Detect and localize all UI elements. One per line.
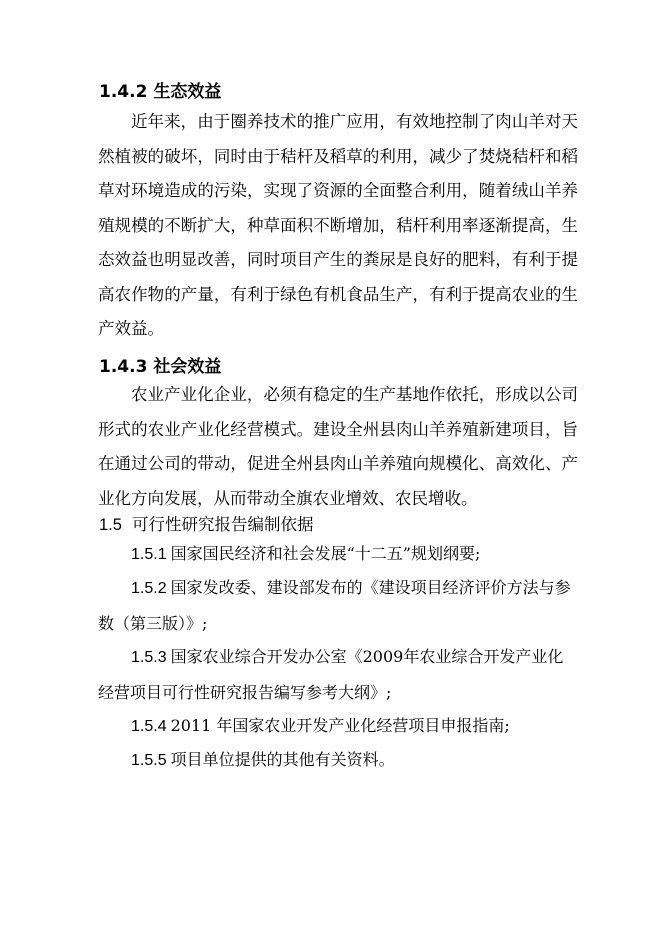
basis-item-number: 1.5.4 — [131, 718, 167, 735]
section-heading-basis — [99, 515, 313, 535]
section-title: 可行性研究报告编制依据 — [131, 515, 314, 534]
basis-item-text: 2011 年国家农业开发产业化经营项目申报指南; — [170, 716, 510, 735]
paragraph-social: 农业产业化企业，必须有稳定的生产基地作依托，形成以公司形式的农业产业化经营模式。建设全州县肉山羊养殖新建项目，旨在通过公司的带动，促进全州县肉山羊养殖向规模化、高效化、产业化方向发展，从而带动全旗农业增效、农民增收。 — [98, 385, 578, 508]
basis-item-number: 1.5.5 — [131, 752, 167, 769]
basis-item-text: 国家国民经济和社会发展“十二五”规划纲要; — [170, 544, 481, 563]
basis-item-text: 国家农业综合开发办公室《2009年农业综合开发产业化经营项目可行性研究报告编写参考大纲》; — [98, 647, 564, 702]
basis-item-2 — [98, 571, 578, 641]
basis-item-number: 1.5.1 — [131, 546, 167, 563]
paragraph-ecology: 近年来，由于圈养技术的推广应用，有效地控制了肉山羊对天然植被的破坏，同时由于秸杆及稻草的利用，减少了焚烧秸杆和稻草对环境造成的污染，实现了资源的全面整合利用，随着绒山羊养殖规模的不断扩大，种草面积不断增加，秸杆利用率逐渐提高，生态效益也明显改善，同时项目产生的粪尿是良好的肥料，有利于提高农作物的产量，有利于绿色有机食品生产，有利于提高农业的生产效益。 — [98, 112, 578, 338]
basis-item-text: 项目单位提供的其他有关资料。 — [170, 750, 395, 769]
section-heading-social: 1.4.3 社会效益 — [99, 357, 222, 377]
basis-item-5 — [98, 743, 578, 779]
basis-item-text: 国家发改委、建设部发布的《建设项目经济评价方法与参数（第三版）》; — [98, 578, 571, 633]
section-number: 1.5 — [99, 516, 122, 534]
basis-item-1 — [98, 537, 578, 573]
basis-item-3 — [98, 640, 578, 710]
basis-item-4 — [98, 709, 578, 745]
section-heading-ecology: 1.4.2 生态效益 — [99, 82, 222, 102]
basis-item-number: 1.5.2 — [131, 580, 167, 597]
basis-item-number: 1.5.3 — [131, 649, 167, 666]
